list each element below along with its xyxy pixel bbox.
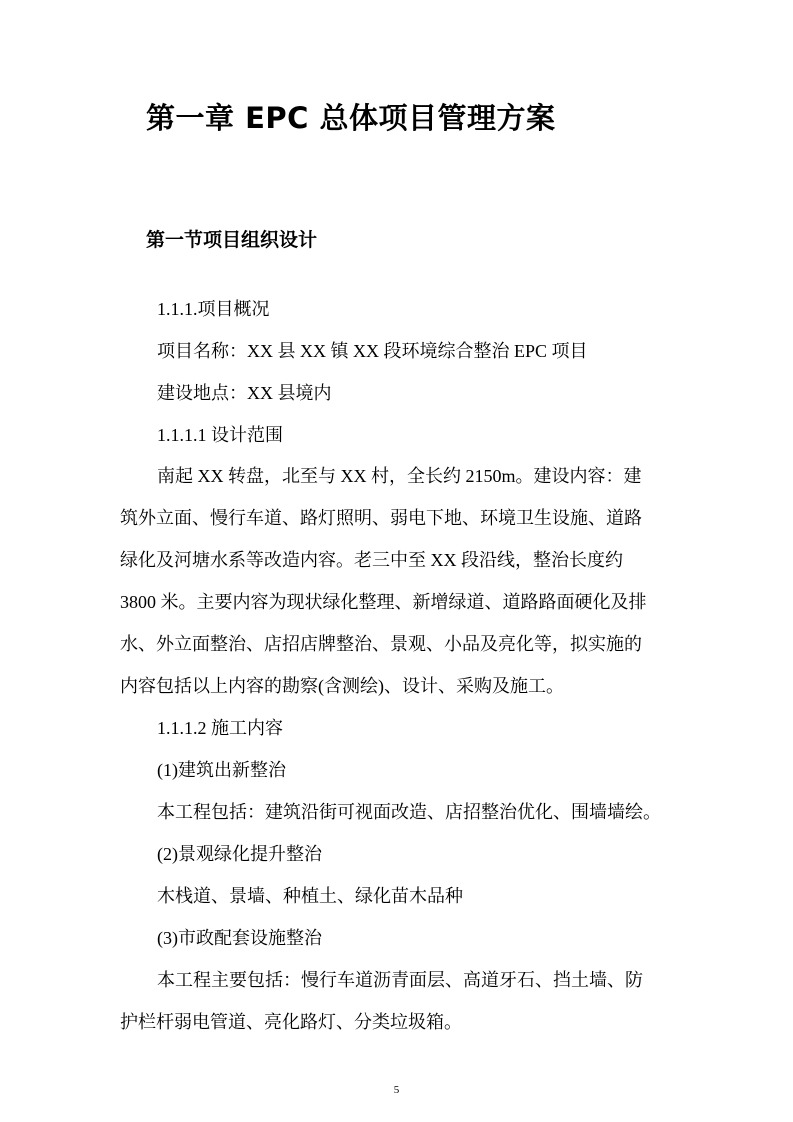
paragraph-line: 内容包括以上内容的勘察(含测绘)、设计、采购及施工。 (120, 676, 564, 696)
page-number: 5 (393, 1084, 400, 1096)
paragraph-line: 绿化及河塘水系等改造内容。老三中至 XX 段沿线，整治长度约 (120, 550, 623, 570)
paragraph-line: 建设地点：XX 县境内 (157, 383, 332, 403)
subsection-heading: 1.1.1.1 设计范围 (157, 425, 283, 445)
subsection-heading: 1.1.1.2 施工内容 (157, 718, 283, 738)
list-heading: (3)市政配套设施整治 (157, 928, 322, 948)
subsection-heading: 1.1.1.项目概况 (157, 299, 270, 319)
paragraph-line: 护栏杆弱电管道、亮化路灯、分类垃圾箱。 (120, 1012, 462, 1032)
paragraph-line: 3800 米。主要内容为现状绿化整理、新增绿道、道路路面硬化及排 (120, 592, 647, 612)
paragraph-line: 项目名称：XX 县 XX 镇 XX 段环境综合整治 EPC 项目 (157, 341, 588, 361)
chapter-title: 第一章 EPC 总体项目管理方案 (146, 101, 556, 135)
paragraph-line: 南起 XX 转盘，北至与 XX 村，全长约 2150m。建设内容：建 (157, 466, 642, 486)
paragraph-line: 水、外立面整治、店招店牌整治、景观、小品及亮化等，拟实施的 (120, 634, 642, 654)
paragraph-line: 本工程包括：建筑沿街可视面改造、店招整治优化、围墙墙绘。 (157, 802, 661, 822)
section-title: 第一节项目组织设计 (146, 229, 318, 251)
list-heading: (2)景观绿化提升整治 (157, 844, 322, 864)
paragraph-line: 筑外立面、慢行车道、路灯照明、弱电下地、环境卫生设施、道路 (120, 508, 642, 528)
paragraph-line: 本工程主要包括：慢行车道沥青面层、高道牙石、挡土墙、防 (157, 970, 643, 990)
paragraph-line: 木栈道、景墙、种植土、绿化苗木品种 (157, 886, 463, 906)
list-heading: (1)建筑出新整治 (157, 760, 286, 780)
